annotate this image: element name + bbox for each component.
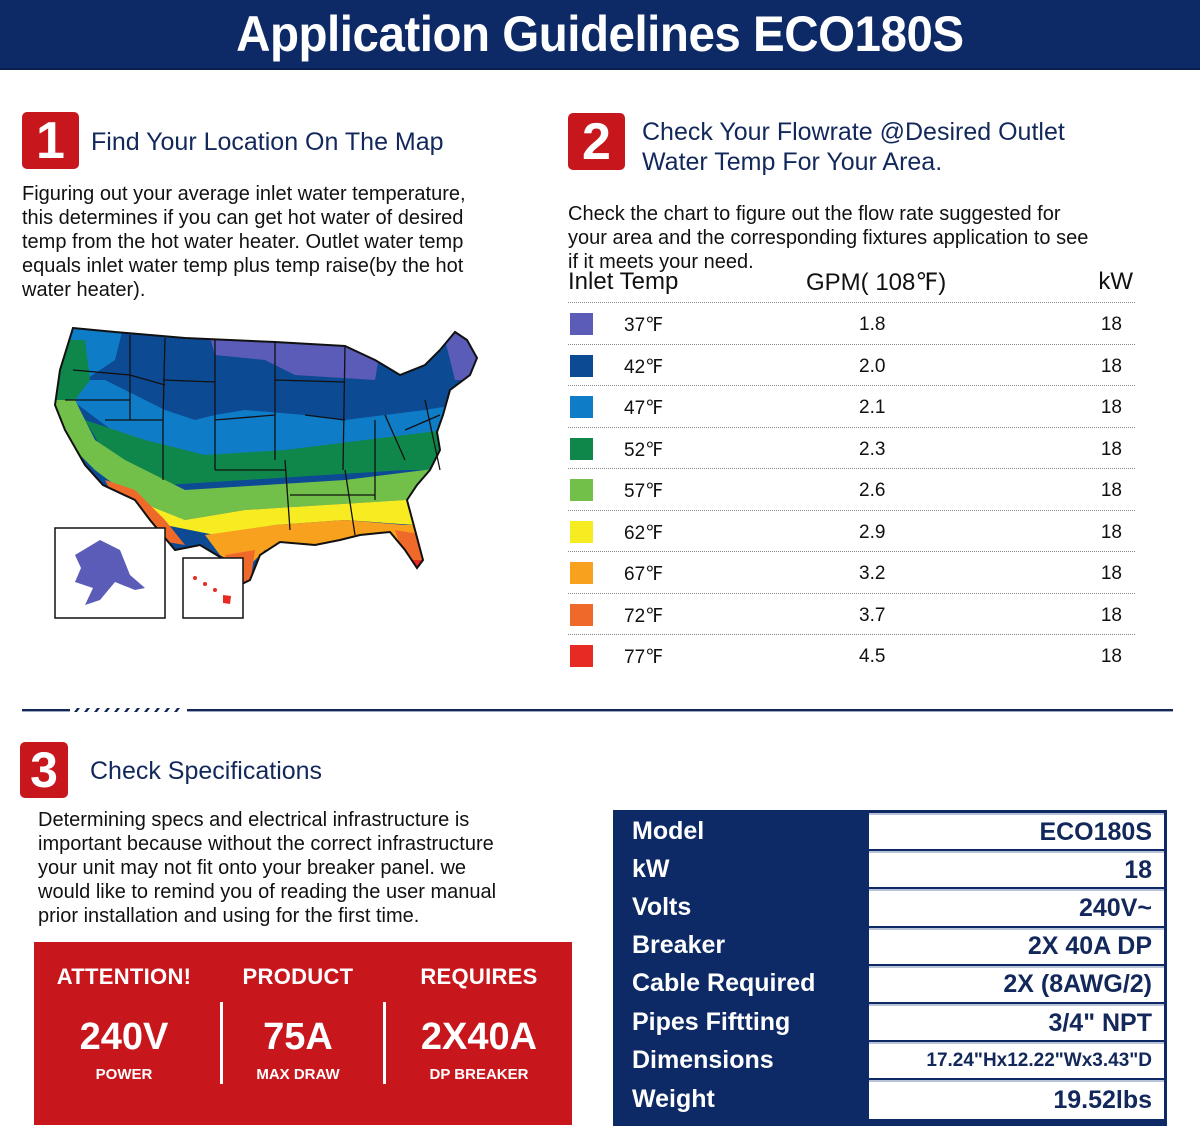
color-swatch — [570, 521, 593, 543]
kw-value: 18 — [1100, 521, 1122, 543]
spec-row — [616, 1004, 1164, 1042]
text-line: equals inlet water temp plus temp raise(by the hot — [22, 255, 464, 277]
section-divider — [22, 708, 1173, 712]
gpm-value: 3.7 — [859, 604, 886, 626]
attention-heading: PRODUCT — [242, 964, 354, 989]
step-1-number: 1 — [36, 111, 65, 170]
kw-value: 18 — [1100, 314, 1122, 335]
inlet-temp: 67℉ — [624, 564, 664, 585]
attention-heading: ATTENTION! — [56, 964, 192, 989]
spec-label: Cable Required — [616, 966, 866, 1002]
col-inlet-temp: Inlet Temp — [568, 268, 679, 295]
step-3-title: Check Specifications — [90, 757, 323, 785]
spec-value: ECO180S — [869, 813, 1164, 849]
flow-table — [568, 302, 1135, 676]
step-1-description — [22, 182, 466, 302]
kw-value: 18 — [1100, 438, 1122, 460]
col-kw: kW — [1098, 268, 1133, 295]
step-1-badge — [22, 112, 79, 169]
text-line: water heater). — [22, 279, 146, 301]
text-line: would like to remind you of reading the user manual — [38, 881, 497, 903]
inlet-temp: 77℉ — [624, 647, 664, 668]
attention-value: 75A — [263, 1016, 333, 1058]
step-1-title: Find Your Location On The Map — [91, 128, 444, 156]
attention-separator — [220, 1002, 223, 1084]
step-2-title — [642, 117, 1065, 177]
flow-table-row — [568, 593, 1135, 635]
inlet-temp: 37℉ — [624, 315, 664, 336]
text-line: temp from the hot water heater. Outlet water temp — [22, 231, 464, 253]
inlet-temp: 52℉ — [624, 439, 664, 461]
flow-table-row — [568, 427, 1135, 469]
step-2-description — [568, 202, 1088, 274]
inlet-temp: 42℉ — [624, 356, 664, 378]
spec-value: 19.52lbs — [869, 1080, 1164, 1118]
spec-label: Model — [616, 813, 866, 849]
flow-table-row — [568, 344, 1135, 386]
inlet-temp: 62℉ — [624, 522, 664, 544]
color-swatch — [570, 645, 593, 667]
kw-value: 18 — [1100, 604, 1122, 626]
spec-label: kW — [616, 851, 866, 887]
text-line: your unit may not fit onto your breaker panel. we — [38, 857, 467, 879]
step-3-description — [38, 808, 496, 928]
attention-heading: REQUIRES — [420, 964, 538, 989]
spec-row — [616, 851, 1164, 889]
attention-box — [34, 942, 572, 1125]
spec-value: 3/4" NPT — [869, 1004, 1164, 1040]
text-line: important because without the correct infrastructure — [38, 833, 494, 855]
text-line: Figuring out your average inlet water temperature, — [22, 183, 466, 205]
kw-value: 18 — [1100, 563, 1122, 584]
spec-label: Weight — [616, 1080, 866, 1118]
text-line: your area and the corresponding fixtures application to see — [568, 227, 1089, 249]
color-swatch — [570, 313, 593, 335]
attention-power — [34, 942, 214, 1125]
flow-table-row — [568, 385, 1135, 427]
spec-table — [613, 810, 1167, 1126]
text-line: Determining specs and electrical infrastructure is — [38, 809, 470, 831]
attention-subtext: MAX DRAW — [256, 1066, 340, 1083]
gpm-value: 1.8 — [859, 314, 886, 335]
gpm-value: 2.1 — [859, 397, 886, 418]
spec-label: Breaker — [616, 928, 866, 964]
spec-row — [616, 889, 1164, 927]
attention-breaker — [386, 942, 572, 1125]
spec-row — [616, 1080, 1164, 1118]
header-banner — [0, 0, 1200, 70]
attention-value: 2X40A — [420, 1016, 538, 1058]
col-gpm: GPM( 108℉) — [806, 269, 947, 296]
spec-row — [616, 928, 1164, 966]
flow-table-row — [568, 468, 1135, 510]
gpm-value: 2.3 — [859, 438, 886, 460]
spec-label: Pipes Fiftting — [616, 1004, 866, 1040]
inlet-temp: 57℉ — [624, 481, 664, 502]
spec-value: 240V~ — [869, 889, 1164, 925]
gpm-value: 2.6 — [859, 480, 886, 501]
inlet-temp: 72℉ — [624, 605, 664, 627]
spec-label: Volts — [616, 889, 866, 925]
step-3-badge — [20, 742, 68, 798]
us-temperature-map — [45, 320, 485, 625]
kw-value: 18 — [1100, 646, 1122, 667]
flow-table-row — [568, 551, 1135, 593]
gpm-value: 4.5 — [859, 646, 886, 667]
color-swatch — [570, 396, 593, 418]
color-swatch — [570, 355, 593, 377]
step-2-badge — [568, 113, 625, 170]
attention-value: 240V — [79, 1016, 169, 1058]
step-3-number: 3 — [30, 742, 58, 798]
spec-row — [616, 966, 1164, 1004]
gpm-value: 2.0 — [859, 355, 886, 377]
spec-row — [616, 813, 1164, 851]
flow-table-header — [568, 268, 1135, 302]
color-swatch — [570, 479, 593, 501]
attention-subtext: DP BREAKER — [429, 1066, 529, 1083]
flow-table-row — [568, 302, 1135, 344]
step-2-number: 2 — [582, 112, 611, 171]
spec-value: 2X 40A DP — [869, 928, 1164, 964]
inlet-temp: 47℉ — [624, 398, 664, 419]
kw-value: 18 — [1100, 397, 1122, 418]
color-swatch — [570, 562, 593, 584]
color-swatch — [570, 438, 593, 460]
text-line: if it meets your need. — [568, 251, 754, 273]
flow-table-row — [568, 510, 1135, 552]
text-line: this determines if you can get hot water of desired — [22, 207, 464, 229]
spec-label: Dimensions — [616, 1042, 866, 1078]
title-line: Water Temp For Your Area. — [642, 148, 943, 176]
attention-max-draw — [224, 942, 372, 1125]
kw-value: 18 — [1100, 480, 1122, 501]
color-swatch — [570, 604, 593, 626]
text-line: Check the chart to figure out the flow rate suggested for — [568, 203, 1061, 225]
gpm-value: 3.2 — [859, 563, 886, 584]
kw-value: 18 — [1100, 355, 1122, 377]
spec-value: 18 — [869, 851, 1164, 887]
spec-value: 17.24"Hx12.22"Wx3.43"D — [869, 1042, 1164, 1078]
title-line: Check Your Flowrate @Desired Outlet — [642, 118, 1065, 146]
page-title: Application Guidelines ECO180S — [236, 6, 964, 62]
spec-row — [616, 1042, 1164, 1080]
gpm-value: 2.9 — [859, 521, 886, 543]
spec-value: 2X (8AWG/2) — [869, 966, 1164, 1002]
text-line: prior installation and using for the first time. — [38, 905, 420, 927]
flow-table-row — [568, 634, 1135, 676]
attention-subtext: POWER — [95, 1066, 153, 1083]
